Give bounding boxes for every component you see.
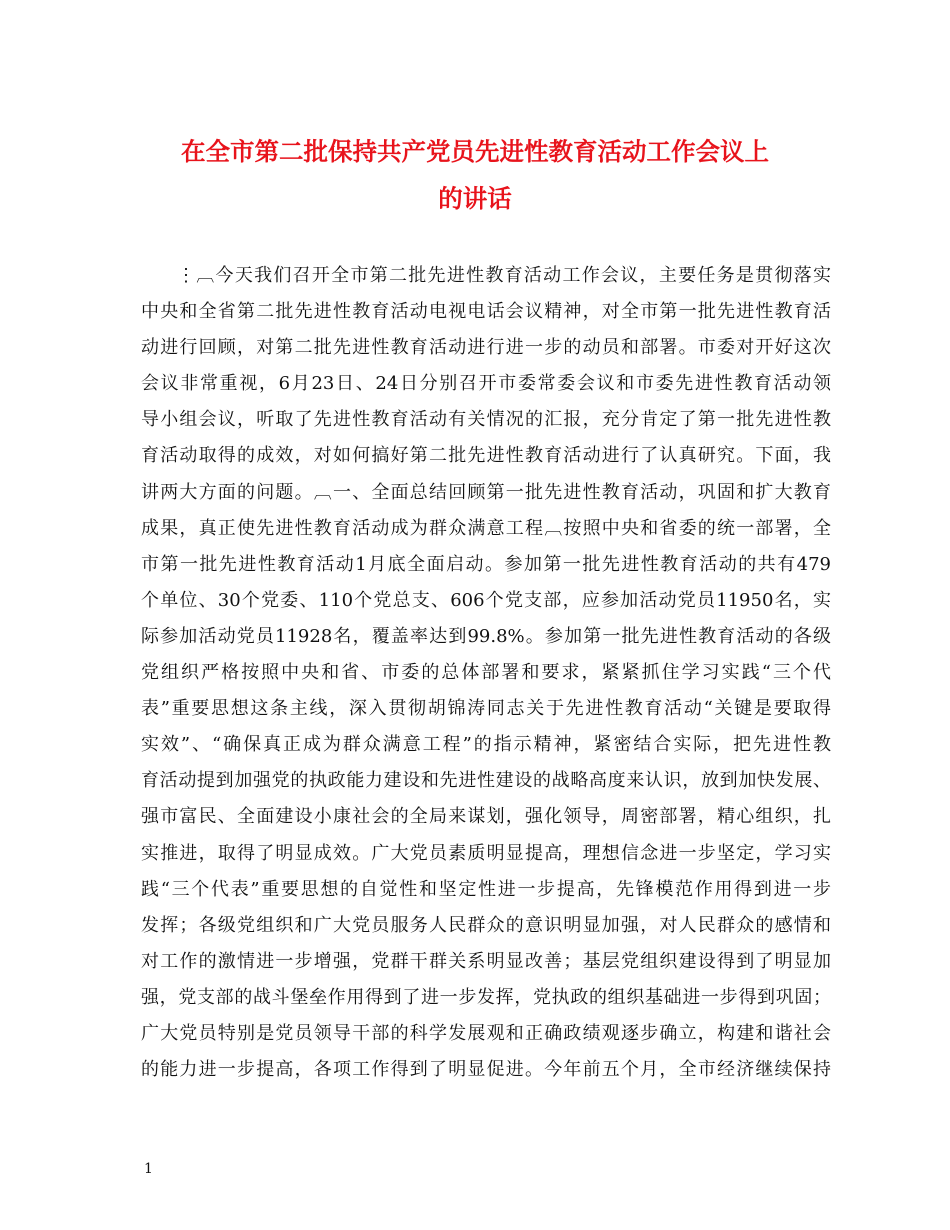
title-line: 的讲话 <box>438 184 512 213</box>
body-line: 动进行回顾，对第二批先进性教育活动进行进一步的动员和部署。市委对开好这次 <box>141 337 831 359</box>
body-line: 中央和全省第二批先进性教育活动电视电话会议精神，对全市第一批先进性教育活 <box>141 301 831 323</box>
body-paragraph <box>141 258 831 1088</box>
body-line: 表”重要思想这条主线，深入贯彻胡锦涛同志关于先进性教育活动“关键是要取得 <box>141 698 831 720</box>
body-line: 党组织严格按照中央和省、市委的总体部署和要求，紧紧抓住学习实践“三个代 <box>141 662 831 684</box>
body-line: 的能力进一步提高，各项工作得到了明显促进。今年前五个月，全市经济继续保持 <box>141 1059 831 1081</box>
document-title <box>120 128 830 222</box>
page-number: 1 <box>144 1161 153 1177</box>
body-line: 发挥；各级党组织和广大党员服务人民群众的意识明显加强，对人民群众的感情和 <box>141 914 831 936</box>
body-line: 讲两大方面的问题。︹一、全面总结回顾第一批先进性教育活动，巩固和扩大教育 <box>141 481 831 503</box>
body-line: 广大党员特别是党员领导干部的科学发展观和正确政绩观逐步确立，构建和谐社会 <box>141 1022 831 1044</box>
body-line: 市第一批先进性教育活动1月底全面启动。参加第一批先进性教育活动的共有479 <box>141 553 831 575</box>
body-line: 导小组会议，听取了先进性教育活动有关情况的汇报，充分肯定了第一批先进性教 <box>141 409 831 431</box>
body-line: 对工作的激情进一步增强，党群干群关系明显改善；基层党组织建设得到了明显加 <box>141 950 831 972</box>
body-line: 育活动取得的成效，对如何搞好第二批先进性教育活动进行了认真研究。下面，我 <box>141 445 831 467</box>
body-line: 强市富民、全面建设小康社会的全局来谋划，强化领导，周密部署，精心组织，扎 <box>141 806 831 828</box>
title-line: 在全市第二批保持共产党员先进性教育活动工作会议上 <box>181 137 769 166</box>
body-line: 际参加活动党员11928名，覆盖率达到99.8%。参加第一批先进性教育活动的各级 <box>141 625 831 647</box>
body-line: ⋮︹今天我们召开全市第二批先进性教育活动工作会议，主要任务是贯彻落实 <box>177 265 831 286</box>
body-line: 强，党支部的战斗堡垒作用得到了进一步发挥，党执政的组织基础进一步得到巩固； <box>141 986 831 1008</box>
body-line: 个单位、30个党委、110个党总支、606个党支部，应参加活动党员11950名，实 <box>141 589 831 611</box>
body-line: 践“三个代表”重要思想的自觉性和坚定性进一步提高，先锋模范作用得到进一步 <box>141 878 831 900</box>
body-line: 会议非常重视，6月23日、24日分别召开市委常委会议和市委先进性教育活动领 <box>141 373 831 395</box>
body-line: 成果，真正使先进性教育活动成为群众满意工程︹按照中央和省委的统一部署，全 <box>141 517 831 539</box>
body-line: 实效”、“确保真正成为群众满意工程”的指示精神，紧密结合实际，把先进性教 <box>141 734 831 756</box>
body-line: 实推进，取得了明显成效。广大党员素质明显提高，理想信念进一步坚定，学习实 <box>141 842 831 864</box>
body-line: 育活动提到加强党的执政能力建设和先进性建设的战略高度来认识，放到加快发展、 <box>141 770 831 792</box>
